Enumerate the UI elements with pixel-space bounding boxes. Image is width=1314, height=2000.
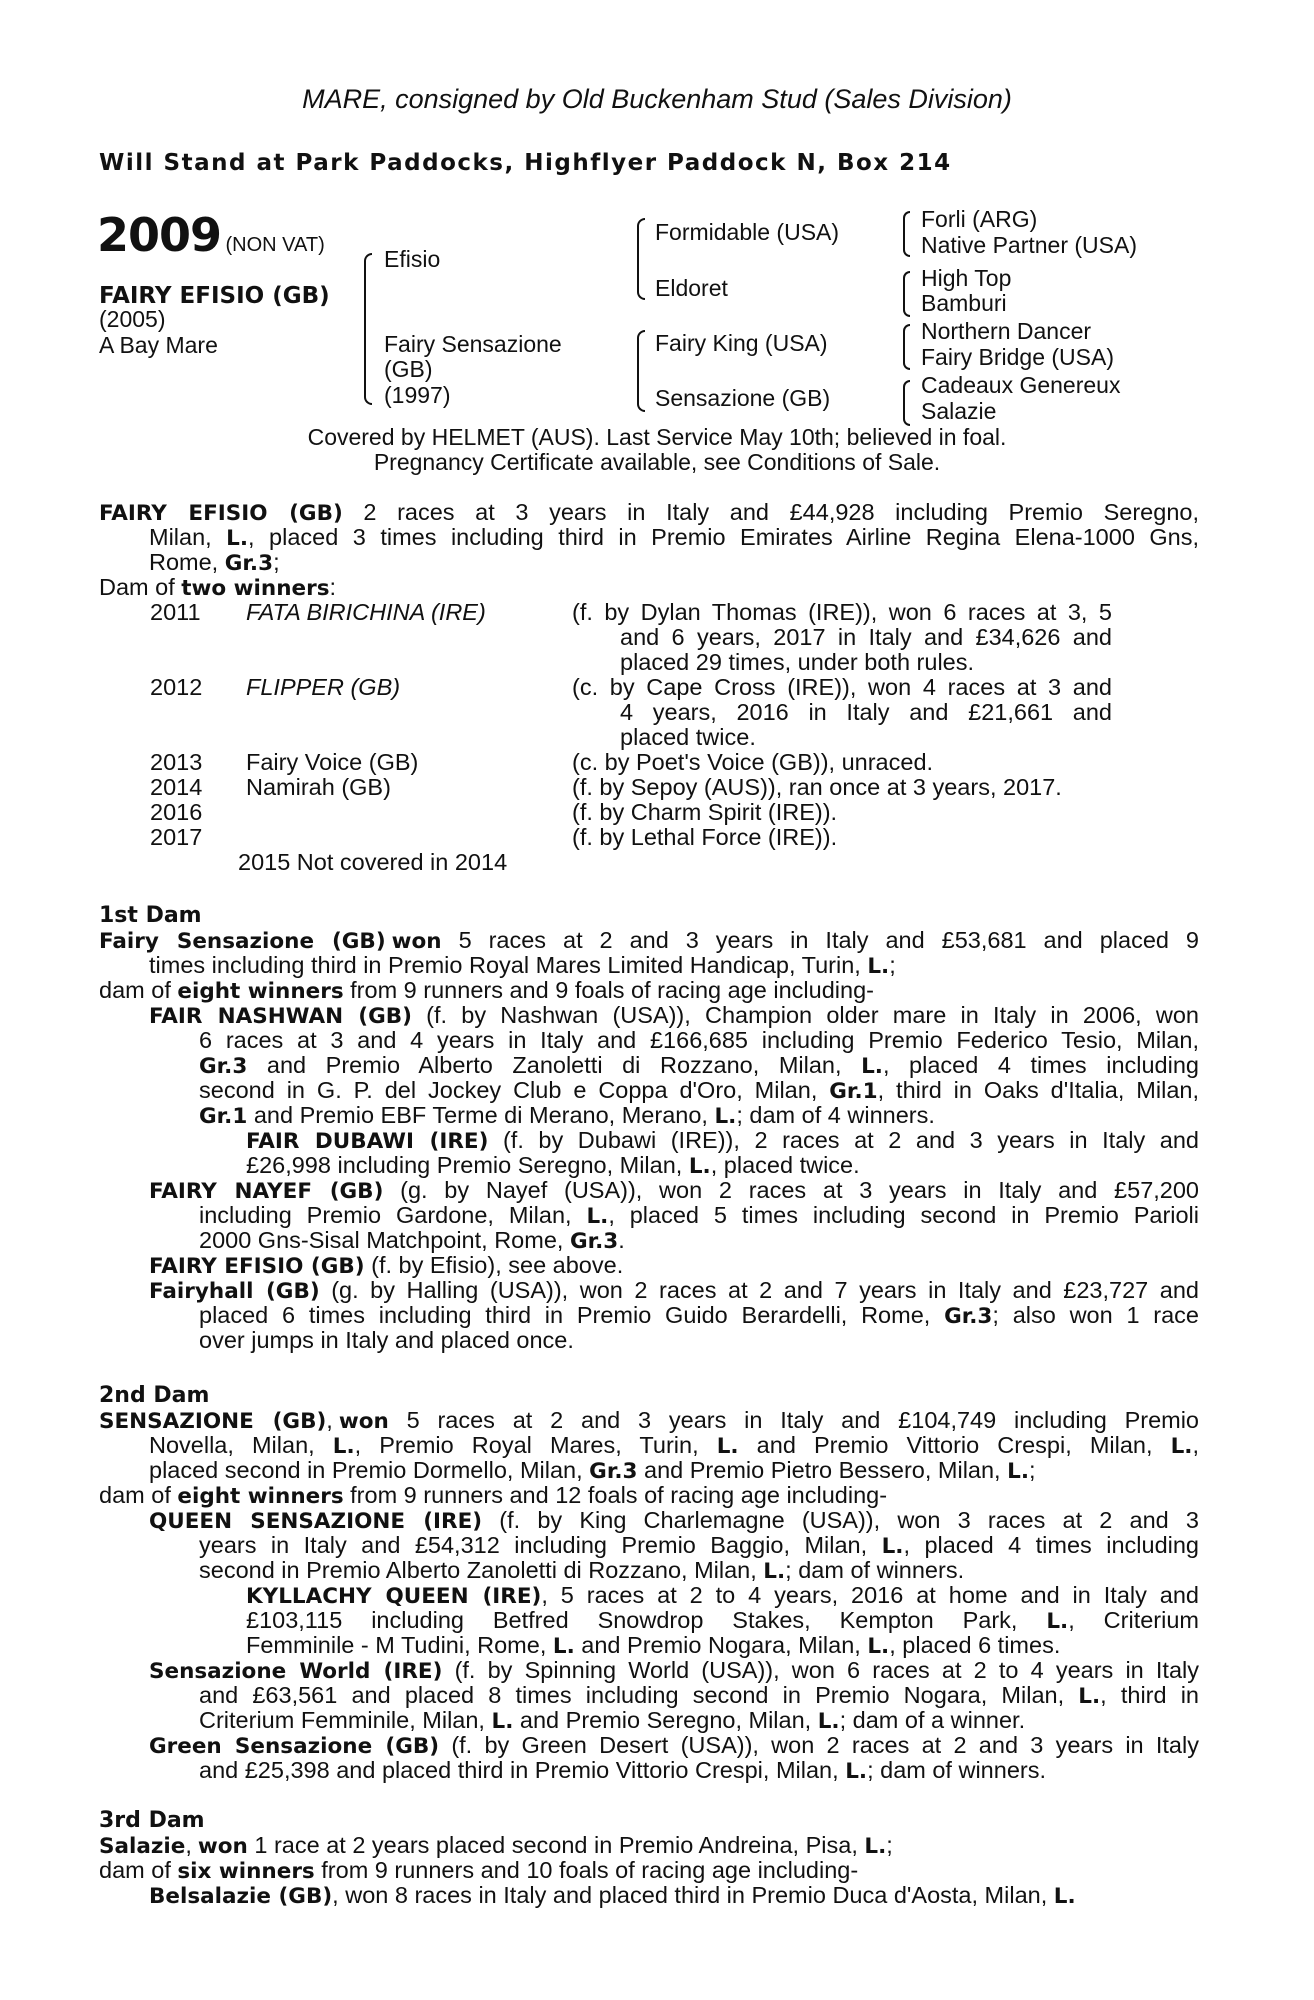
- dam-line: [246, 1608, 1199, 1634]
- dam-text: times including third in Premio Royal Mares Limited Handicap, Turin,: [149, 952, 868, 978]
- dam-text: and Premio EBF Terme di Merano, Merano,: [247, 1102, 715, 1128]
- dam-line: [199, 1053, 1199, 1079]
- dam-country: (GB): [384, 356, 433, 382]
- pedigree-chart: [0, 0, 1314, 440]
- dam-text: 5 races at 2 and 3 years in Italy and £104,749 including Premio: [388, 1407, 1199, 1433]
- listed-mark: L.: [1046, 1609, 1069, 1634]
- produce-name: FATA BIRICHINA (IRE): [246, 599, 486, 625]
- dam-text: dam of: [99, 977, 178, 1003]
- dam-text: .: [618, 1227, 625, 1253]
- dam-text: ,: [1192, 1432, 1199, 1458]
- ancestor-8: Salazie: [921, 398, 997, 424]
- progeny-name: FAIR NASHWAN (GB): [149, 1004, 412, 1029]
- produce-name: Namirah (GB): [246, 774, 391, 800]
- dam-text: 2000 Gns-Sisal Matchpoint, Rome,: [199, 1227, 570, 1253]
- dam-line: [149, 1733, 1199, 1759]
- dam-line: [199, 1683, 1199, 1709]
- dam-text: , third in Oaks d'Italia, Milan,: [877, 1077, 1199, 1103]
- won-mark: won: [391, 929, 442, 954]
- dam-line: [149, 1253, 623, 1279]
- produce-detail: placed twice.: [620, 724, 756, 750]
- dam-line: [149, 1883, 1076, 1909]
- dam-line: [149, 1458, 1036, 1484]
- page-title: MARE, consigned by Old Buckenham Stud (Sales Division): [302, 84, 1012, 114]
- dam-line: [149, 1658, 1199, 1684]
- progeny-name: Belsalazie (GB): [149, 1884, 333, 1909]
- dam-text: ,: [185, 1832, 192, 1858]
- produce-detail: (c. by Cape Cross (IRE)), won 4 races at 3 and: [572, 674, 1112, 700]
- dam-line: [199, 1228, 625, 1254]
- dam-line: [246, 1633, 1060, 1659]
- dam-text: and Premio Seregno, Milan,: [513, 1707, 818, 1733]
- dam-line: [199, 1708, 1025, 1734]
- pedigree-brace-g4: [903, 380, 910, 426]
- progeny-name: FAIRY NAYEF (GB): [149, 1179, 384, 1204]
- dam-line: [149, 1003, 1199, 1029]
- sire-sire: Formidable (USA): [655, 219, 840, 245]
- dam-line: [246, 1153, 860, 1179]
- progeny-name: QUEEN SENSAZIONE (IRE): [149, 1509, 483, 1534]
- mare-text: Dam of: [99, 574, 182, 600]
- dam-line: [199, 1103, 935, 1129]
- listed-mark: L.: [491, 1709, 514, 1734]
- dam-text: from 9 runners and 10 foals of racing age including-: [314, 1857, 859, 1883]
- mare-record-line: [99, 575, 336, 601]
- third-dam-section: [99, 1808, 1199, 1918]
- dam-text: (f. by Green Desert (USA)), won 2 races at 2 and 3 years in Italy: [439, 1732, 1199, 1758]
- dam-name: Salazie: [99, 1834, 186, 1859]
- listed-mark: L.: [226, 526, 249, 551]
- dam-text: , third in: [1100, 1682, 1200, 1708]
- produce-detail: and 6 years, 2017 in Italy and £34,626 and: [620, 624, 1112, 650]
- dam-sire: Fairy King (USA): [655, 330, 828, 356]
- ancestor-6: Fairy Bridge (USA): [921, 344, 1114, 370]
- produce-name: FLIPPER (GB): [246, 674, 401, 700]
- dam-text: (f. by King Charlemagne (USA)), won 3 races at 2 and 3: [482, 1507, 1199, 1533]
- won-mark: won: [197, 1834, 248, 1859]
- dam-line: [149, 1508, 1199, 1534]
- dam-text: second in Premio Alberto Zanoletti di Rozzano, Milan,: [199, 1557, 764, 1583]
- dam-text: and Premio Vittorio Crespi, Milan,: [738, 1432, 1171, 1458]
- dam-text: , placed 5 times including second in Premio Parioli: [608, 1202, 1200, 1228]
- dam-line: 6 races at 3 and 4 years in Italy and £166,685 including Premio Federico Tesio, Milan,: [199, 1027, 1199, 1053]
- listed-mark: L.: [867, 954, 890, 979]
- listed-mark: L.: [688, 1154, 711, 1179]
- second-dam-section: [99, 1383, 1199, 1783]
- dam-text: ; dam of winners.: [867, 1757, 1046, 1783]
- produce-detail: (c. by Poet's Voice (GB)), unraced.: [572, 749, 934, 775]
- section-heading: 1st Dam: [99, 903, 202, 928]
- produce-detail: 4 years, 2016 in Italy and £21,661 and: [620, 699, 1112, 725]
- group-mark: Gr.3: [589, 1459, 638, 1484]
- mare-text: :: [329, 574, 337, 600]
- dam-name: SENSAZIONE (GB): [99, 1409, 327, 1434]
- dam-text: eight winners: [177, 1484, 344, 1509]
- dam: Fairy Sensazione: [384, 331, 562, 357]
- group-mark: Gr.3: [224, 551, 274, 576]
- dam-text: dam of: [99, 1857, 178, 1883]
- ancestor-2: Native Partner (USA): [921, 232, 1138, 258]
- won-mark: won: [338, 1409, 389, 1434]
- produce-detail: (f. by Lethal Force (IRE)).: [572, 824, 838, 850]
- ancestor-4: Bamburi: [921, 290, 1007, 316]
- covering-info: [0, 425, 1314, 475]
- dam-text: six winners: [177, 1859, 315, 1884]
- pedigree-brace-dam: [637, 330, 645, 412]
- group-mark: Gr.3: [944, 1304, 993, 1329]
- dam-text: and Premio Nogara, Milan,: [574, 1632, 868, 1658]
- section-heading: 2nd Dam: [99, 1383, 210, 1408]
- dam-text: and £63,561 and placed 8 times including second in Premio Nogara, Milan,: [199, 1682, 1079, 1708]
- pedigree-brace-sire: [637, 218, 645, 300]
- mare-text: Rome,: [149, 549, 225, 575]
- dam-year: (1997): [384, 382, 451, 408]
- dam-line: [149, 1278, 1199, 1304]
- dam-line: [149, 1178, 1199, 1204]
- progeny-name: Sensazione World (IRE): [149, 1659, 443, 1684]
- listed-mark: L.: [867, 1634, 890, 1659]
- dam-line: [99, 1483, 887, 1509]
- produce-year: 2012: [150, 674, 203, 700]
- dam-text: ;: [889, 952, 896, 978]
- produce-detail: (f. by Sepoy (AUS)), ran once at 3 years, 2017.: [572, 774, 1062, 800]
- dam-text: , placed 6 times.: [889, 1632, 1061, 1658]
- dam-line: [99, 1408, 1199, 1434]
- produce-detail: placed 29 times, under both rules.: [620, 649, 975, 675]
- dam-line: [246, 1583, 1199, 1609]
- dam-text: from 9 runners and 12 foals of racing age including-: [343, 1482, 888, 1508]
- listed-mark: L.: [552, 1634, 575, 1659]
- listed-mark: L.: [1053, 1884, 1076, 1909]
- listed-mark: L.: [1007, 1459, 1029, 1484]
- group-mark: Gr.3: [569, 1229, 619, 1254]
- dam-text: ;: [1029, 1457, 1036, 1483]
- group-mark: Gr.1: [829, 1079, 878, 1104]
- lot-year: 2009: [97, 208, 222, 262]
- produce-table: [0, 600, 1314, 880]
- dam-text: , Premio Royal Mares, Turin,: [354, 1432, 717, 1458]
- listed-mark: L.: [763, 1559, 786, 1584]
- dam-text: (f. by Spinning World (USA)), won 6 races at 2 to 4 years in Italy: [442, 1657, 1199, 1683]
- dam-line: [99, 928, 1199, 954]
- dam-text: eight winners: [177, 979, 344, 1004]
- dam-text: , Criterium: [1068, 1607, 1199, 1633]
- ancestor-1: Forli (ARG): [921, 206, 1038, 232]
- dam-text: , placed 4 times including: [882, 1052, 1199, 1078]
- produce-name: Fairy Voice (GB): [246, 749, 419, 775]
- dam-text: Novella, Milan,: [149, 1432, 333, 1458]
- dam-text: £103,115 including Betfred Snowdrop Stakes, Kempton Park,: [246, 1607, 1047, 1633]
- dam-line: [246, 1128, 1199, 1154]
- dam-line: [199, 1078, 1199, 1104]
- mare-record-line: [99, 500, 1199, 526]
- mare-text: two winners: [181, 576, 330, 601]
- dam-text: and Premio Pietro Bessero, Milan,: [637, 1457, 1008, 1483]
- dam-text: placed 6 times including third in Premio Guido Berardelli, Rome,: [199, 1302, 945, 1328]
- listed-mark: L.: [864, 1834, 887, 1859]
- dam-line: [149, 1433, 1199, 1459]
- dam-text: and Premio Alberto Zanoletti di Rozzano, Milan,: [247, 1052, 862, 1078]
- dam-text: 1 race at 2 years placed second in Premio Andreina, Pisa,: [247, 1832, 865, 1858]
- dam-line: [99, 978, 874, 1004]
- mare-name: FAIRY EFISIO (GB): [99, 501, 343, 526]
- listed-mark: L.: [714, 1104, 737, 1129]
- sire-dam: Eldoret: [655, 275, 728, 301]
- listed-mark: L.: [332, 1434, 355, 1459]
- dam-text: (g. by Halling (USA)), won 2 races at 2 and 7 years in Italy and £23,727 and: [319, 1277, 1199, 1303]
- dam-text: ; dam of a winner.: [839, 1707, 1026, 1733]
- dam-line: [199, 1203, 1199, 1229]
- dam-text: ; dam of 4 winners.: [736, 1102, 935, 1128]
- produce-detail: (f. by Dylan Thomas (IRE)), won 6 races at 3, 5: [572, 599, 1112, 625]
- dam-text: Femminile - M Tudini, Rome,: [246, 1632, 553, 1658]
- mare-text: Milan,: [149, 524, 227, 550]
- mare-text: , placed 3 times including third in Premio Emirates Airline Regina Elena-1000 Gns,: [248, 524, 1199, 550]
- dam-line: [99, 1858, 858, 1884]
- lot-name: FAIRY EFISIO (GB): [99, 283, 330, 309]
- progeny-name: FAIR DUBAWI (IRE): [246, 1129, 489, 1154]
- mare-text: ;: [273, 549, 280, 575]
- mare-text: 2 races at 3 years in Italy and £44,928 including Premio Seregno,: [342, 499, 1199, 525]
- dam-text: from 9 runners and 9 foals of racing age including-: [343, 977, 874, 1003]
- progeny-name: KYLLACHY QUEEN (IRE): [246, 1584, 542, 1609]
- sire: Efisio: [384, 246, 441, 272]
- ancestor-7: Cadeaux Genereux: [921, 372, 1121, 398]
- dam-text: 5 races at 2 and 3 years in Italy and £53,681 and placed 9: [441, 927, 1199, 953]
- listed-mark: L.: [881, 1534, 904, 1559]
- group-mark: Gr.3: [199, 1054, 248, 1079]
- dam-line: [99, 1833, 893, 1859]
- dam-text: dam of: [99, 1482, 178, 1508]
- dam-line: [149, 953, 896, 979]
- vat-status: (NON VAT): [225, 234, 325, 256]
- dam-text: (f. by Nashwan (USA)), Champion older mare in Italy in 2006, won: [411, 1002, 1199, 1028]
- dam-line: [199, 1758, 1046, 1784]
- dam-text: second in G. P. del Jockey Club e Coppa d'Oro, Milan,: [199, 1077, 830, 1103]
- listed-mark: L.: [586, 1204, 609, 1229]
- first-dam-section: [99, 903, 1199, 1363]
- produce-year: 2011: [150, 599, 201, 625]
- pedigree-brace-main: [364, 253, 372, 405]
- dam-text: ; dam of winners.: [785, 1557, 965, 1583]
- dam-text: (f. by Dubawi (IRE)), 2 races at 2 and 3 years in Italy and: [488, 1127, 1199, 1153]
- dam-text: years in Italy and £54,312 including Premio Baggio, Milan,: [199, 1532, 882, 1558]
- dam-text: ;: [886, 1832, 893, 1858]
- listed-mark: L.: [817, 1709, 840, 1734]
- section-heading: 3rd Dam: [99, 1808, 205, 1833]
- listed-mark: L.: [845, 1759, 868, 1784]
- covering-line-1: Covered by HELMET (AUS). Last Service May 10th; believed in foal.: [307, 424, 1007, 450]
- produce-year: 2014: [150, 774, 203, 800]
- dam-text: ; also won 1 race: [992, 1302, 1199, 1328]
- dam-text: and £25,398 and placed third in Premio Vittorio Crespi, Milan,: [199, 1757, 846, 1783]
- stand-location: Will Stand at Park Paddocks, Highflyer Paddock N, Box 214: [99, 150, 952, 176]
- pedigree-brace-g3: [903, 324, 910, 370]
- mare-record-line: [149, 525, 1199, 551]
- listed-mark: L.: [1078, 1684, 1101, 1709]
- lot-description: A Bay Mare: [99, 332, 218, 358]
- produce-year: 2016: [150, 799, 203, 825]
- dam-text: , won 8 races in Italy and placed third in Premio Duca d'Aosta, Milan,: [332, 1882, 1054, 1908]
- covering-line-2: Pregnancy Certificate available, see Conditions of Sale.: [373, 449, 941, 475]
- listed-mark: L.: [861, 1054, 883, 1079]
- pedigree-brace-g1: [903, 211, 910, 257]
- dam-text: including Premio Gardone, Milan,: [199, 1202, 587, 1228]
- mare-record-line: [149, 550, 280, 576]
- ancestor-5: Northern Dancer: [921, 318, 1092, 344]
- progeny-name: Green Sensazione (GB): [149, 1734, 440, 1759]
- listed-mark: L.: [1170, 1434, 1193, 1459]
- dam-text: placed second in Premio Dormello, Milan,: [149, 1457, 590, 1483]
- produce-detail: (f. by Charm Spirit (IRE)).: [572, 799, 838, 825]
- listed-mark: L.: [716, 1434, 739, 1459]
- dam-text: ,: [326, 1407, 333, 1433]
- dam-text: (f. by Efisio), see above.: [364, 1252, 624, 1278]
- dam-text: (g. by Nayef (USA)), won 2 races at 3 years in Italy and £57,200: [383, 1177, 1200, 1203]
- dam-name: Fairy Sensazione (GB): [99, 929, 386, 954]
- dam-line: over jumps in Italy and placed once.: [199, 1327, 574, 1353]
- not-covered-note: 2015 Not covered in 2014: [238, 849, 508, 875]
- dam-line: [199, 1558, 964, 1584]
- dam-text: , placed 4 times including: [903, 1532, 1199, 1558]
- dam-text: , placed twice.: [710, 1152, 860, 1178]
- group-mark: Gr.1: [199, 1104, 248, 1129]
- pedigree-brace-g2: [903, 271, 910, 317]
- produce-year: 2013: [150, 749, 203, 775]
- lot-foaled: (2005): [99, 306, 166, 332]
- dam-line: [199, 1533, 1199, 1559]
- dam-dam: Sensazione (GB): [655, 385, 831, 411]
- dam-text: £26,998 including Premio Seregno, Milan,: [246, 1152, 689, 1178]
- dam-line: [199, 1303, 1199, 1329]
- dam-text: Criterium Femminile, Milan,: [199, 1707, 492, 1733]
- dam-text: , 5 races at 2 to 4 years, 2016 at home and in Italy and: [541, 1582, 1199, 1608]
- progeny-name: FAIRY EFISIO (GB): [149, 1254, 365, 1279]
- ancestor-3: High Top: [921, 265, 1012, 291]
- progeny-name: Fairyhall (GB): [149, 1279, 320, 1304]
- produce-year: 2017: [150, 824, 203, 850]
